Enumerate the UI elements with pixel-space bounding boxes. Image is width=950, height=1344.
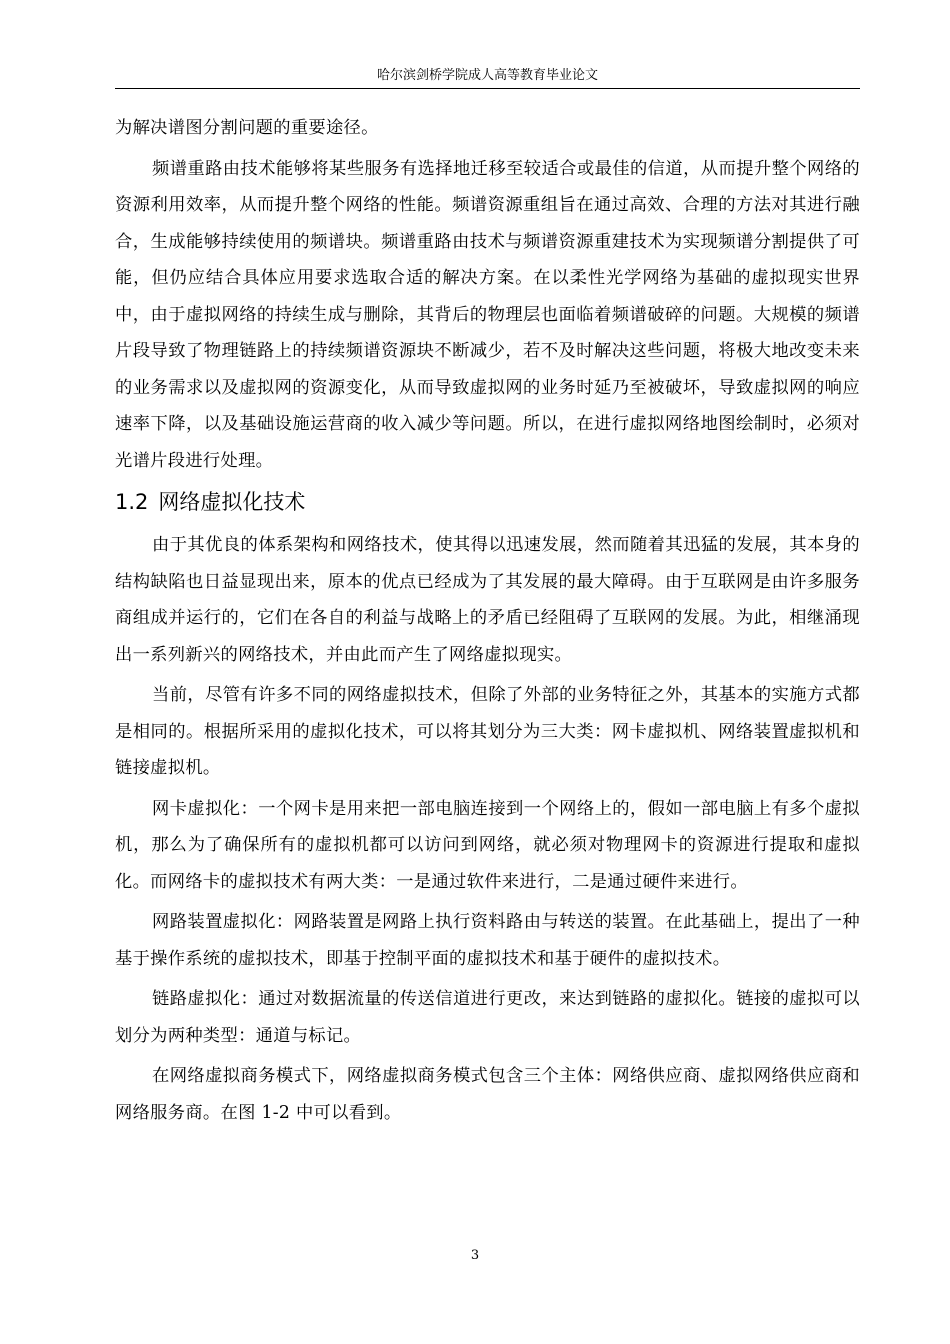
section-number: 1.2 bbox=[115, 490, 149, 514]
paragraph-intro: 由于其优良的体系架构和网络技术，使其得以迅速发展，然而随着其迅猛的发展，其本身的结构缺陷也日益显现出来，原本的优点已经成为了其发展的最大障碍。由于互联网是由许多服务商组成并运行的，它们在各自的利益与战略上的矛盾已经阻碍了互联网的发展。为此，相继涌现出一系列新兴的网络技术，并由此而产生了网络虚拟现实。 bbox=[115, 535, 860, 665]
header-title: 哈尔滨剑桥学院成人高等教育毕业论文 bbox=[376, 68, 598, 83]
page-footer bbox=[0, 1248, 950, 1263]
paragraph-classification: 当前，尽管有许多不同的网络虚拟技术，但除了外部的业务特征之外，其基本的实施方式都是相同的。根据所采用的虚拟化技术，可以将其划分为三大类：网卡虚拟机、网络装置虚拟机和链接虚拟机。 bbox=[115, 685, 860, 778]
paragraph-business-model: 在网络虚拟商务模式下，网络虚拟商务模式包含三个主体：网络供应商、虚拟网络供应商和网络服务商。在图 1-2 中可以看到。 bbox=[115, 1066, 860, 1123]
paragraph-nic-virtualization: 网卡虚拟化：一个网卡是用来把一部电脑连接到一个网络上的，假如一部电脑上有多个虚拟机，那么为了确保所有的虚拟机都可以访问到网络，就必须对物理网卡的资源进行提取和虚拟化。而网络卡的虚拟技术有两大类：一是通过软件来进行，二是通过硬件来进行。 bbox=[115, 798, 860, 892]
section-heading bbox=[115, 485, 860, 519]
section-title: 网络虚拟化技术 bbox=[158, 490, 306, 514]
paragraph-continuation: 为解决谱图分割问题的重要途径。 bbox=[115, 118, 379, 138]
page-number: 3 bbox=[470, 1248, 480, 1263]
paragraph-device-virtualization: 网路装置虚拟化：网路装置是网路上执行资料路由与转送的装置。在此基础上，提出了一种基于操作系统的虚拟技术，即基于控制平面的虚拟技术和基于硬件的虚拟技术。 bbox=[115, 912, 860, 969]
paragraph-spectrum-rerouting: 频谱重路由技术能够将某些服务有选择地迁移至较适合或最佳的信道，从而提升整个网络的资源利用效率，从而提升整个网络的性能。频谱资源重组旨在通过高效、合理的方法对其进行融合，生成能够持续使用的频谱块。频谱重路由技术与频谱资源重建技术为实现频谱分割提供了可能，但仍应结合具体应用要求选取合适的解决方案。在以柔性光学网络为基础的虚拟现实世界中，由于虚拟网络的持续生成与删除，其背后的物理层也面临着频谱破碎的问题。大规模的频谱片段导致了物理链路上的持续频谱资源块不断减少，若不及时解决这些问题，将极大地改变未来的业务需求以及虚拟网的资源变化，从而导致虚拟网的业务时延乃至被破坏，导致虚拟网的响应速率下降，以及基础设施运营商的收入减少等问题。所以，在进行虚拟网络地图绘制时，必须对光谱片段进行处理。 bbox=[115, 158, 860, 471]
page-header bbox=[115, 64, 860, 89]
paragraph-link-virtualization: 链路虚拟化：通过对数据流量的传送信道进行更改，来达到链路的虚拟化。链接的虚拟可以划分为两种类型：通道与标记。 bbox=[115, 989, 860, 1046]
document-body bbox=[115, 110, 860, 1131]
